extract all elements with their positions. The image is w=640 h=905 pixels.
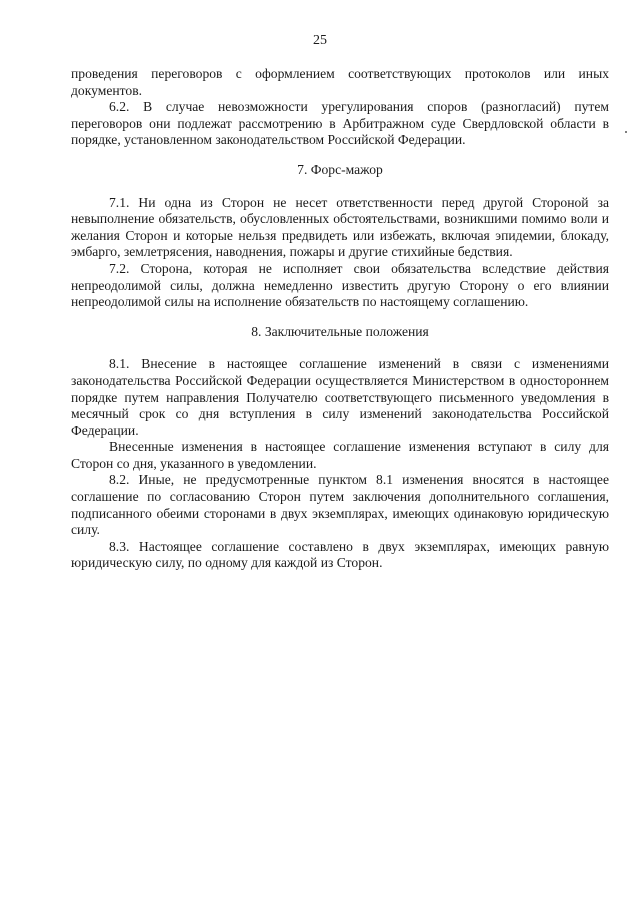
paragraph-6-1-continuation: проведения переговоров с оформлением соответствующих протоколов или иных документов. xyxy=(71,66,609,98)
paragraph-8-1-changes: Внесенные изменения в настоящее соглашение изменения вступают в силу для Сторон со дня, указанного в уведомлении. xyxy=(71,439,609,471)
scan-speck xyxy=(625,131,627,133)
paragraph-8-2: 8.2. Иные, не предусмотренные пунктом 8.1 изменения вносятся в настоящее соглашение по согласованию Сторон путем заключения дополнительного соглашения, подписанного обеими сторонами в двух экземплярах, имеющих одинаковую юридическую силу. xyxy=(71,472,609,538)
paragraph-8-3: 8.3. Настоящее соглашение составлено в двух экземплярах, имеющих равную юридическую силу, по одному для каждой из Сторон. xyxy=(71,538,609,571)
paragraph-7-2: 7.2. Сторона, которая не исполняет свои обязательства вследствие действия непреодолимой силы, должна немедленно известить другую Сторону о его влиянии непреодолимой силы на исполнение обязательств по настоящему соглашению. xyxy=(71,260,609,310)
page-number: 25 xyxy=(313,33,327,48)
section-heading-final-provisions: 8. Заключительные положения xyxy=(251,323,429,339)
paragraph-8-1: 8.1. Внесение в настоящее соглашение изменений в связи с изменениями законодательства Российской Федерации осуществляется Министерством в одностороннем порядке путем направления Получателю соответствующего письменного уведомления в месячный срок со дня вступления в силу изменений законодательства Российской Федерации. xyxy=(71,356,609,438)
paragraph-6-2: 6.2. В случае невозможности урегулирования споров (разногласий) путем переговоров они подлежат рассмотрению в Арбитражном суде Свердловской области в порядке, установленном законодательством Российской Федерации. xyxy=(71,99,609,148)
document-body xyxy=(71,66,609,572)
section-heading-force-majeure: 7. Форс-мажор xyxy=(297,161,383,177)
paragraph-7-1: 7.1. Ни одна из Сторон не несет ответственности перед другой Стороной за невыполнение обязательств, обусловленных обстоятельствами, возникшими помимо воли и желания Сторон и которые нельзя предвидеть или избежать, включая эпидемии, блокаду, эмбарго, землетрясения, наводнения, пожары и другие стихийные бедствия. xyxy=(71,194,609,260)
